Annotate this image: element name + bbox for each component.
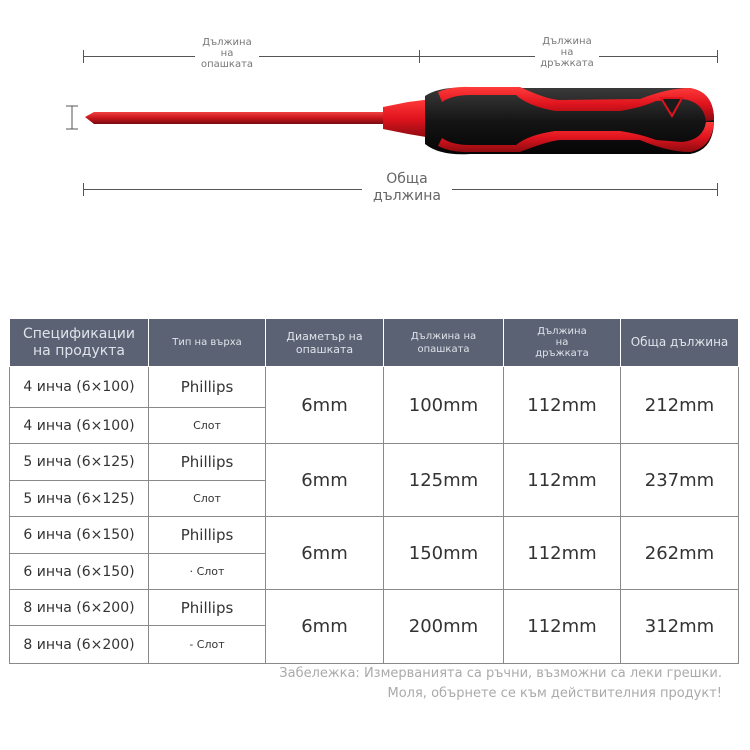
screwdriver-illustration xyxy=(0,60,750,200)
handle-length-cell: 112mm xyxy=(504,517,621,590)
shank-diameter-cell: 6mm xyxy=(266,517,384,590)
shank-length-cell: 100mm xyxy=(384,367,504,444)
shank-length-label: Дължина на опашката xyxy=(195,37,259,70)
total-length-cell: 237mm xyxy=(621,444,739,517)
table-row xyxy=(10,590,739,626)
shank-diameter-cell: 6mm xyxy=(266,444,384,517)
product-spec-cell: 4 инча (6×100) xyxy=(10,367,149,408)
total-length-cell: 212mm xyxy=(621,367,739,444)
tip-type-cell: Слот xyxy=(149,481,266,517)
shank-length-cell: 150mm xyxy=(384,517,504,590)
handle-length-label: Дължина на дръжката xyxy=(535,36,599,69)
total-length-cell: 262mm xyxy=(621,517,739,590)
header-tip-type: Тип на върха xyxy=(149,319,266,367)
measurement-note: Забележка: Измерванията са ръчни, възможни са леки грешки. Моля, обърнете се към действителния продукт! xyxy=(279,666,722,701)
header-shank-diameter: Диаметър на опашката xyxy=(266,319,384,367)
header-total-length: Обща дължина xyxy=(621,319,739,367)
product-spec-cell: 5 инча (6×125) xyxy=(10,444,149,481)
header-handle-length: Дължина на дръжката xyxy=(504,319,621,367)
tip-type-cell: Phillips xyxy=(149,517,266,554)
header-shank-length: Дължина на опашката xyxy=(384,319,504,367)
header-product-spec: Спецификации на продукта xyxy=(10,319,149,367)
specification-table xyxy=(9,318,739,664)
handle-length-cell: 112mm xyxy=(504,590,621,664)
tip-type-cell: · Слот xyxy=(149,554,266,590)
total-length-cell: 312mm xyxy=(621,590,739,664)
table-row xyxy=(10,444,739,481)
tip-type-cell: - Слот xyxy=(149,626,266,664)
product-spec-cell: 8 инча (6×200) xyxy=(10,590,149,626)
shank-length-cell: 125mm xyxy=(384,444,504,517)
product-spec-cell: 4 инча (6×100) xyxy=(10,408,149,444)
diameter-marker xyxy=(66,106,78,129)
shank-diameter-cell: 6mm xyxy=(266,590,384,664)
shank-diameter-cell: 6mm xyxy=(266,367,384,444)
product-spec-cell: 5 инча (6×125) xyxy=(10,481,149,517)
tip-type-cell: Phillips xyxy=(149,590,266,626)
table-row xyxy=(10,367,739,408)
handle-length-cell: 112mm xyxy=(504,367,621,444)
product-spec-cell: 8 инча (6×200) xyxy=(10,626,149,664)
product-spec-cell: 6 инча (6×150) xyxy=(10,517,149,554)
shank-length-cell: 200mm xyxy=(384,590,504,664)
tip-type-cell: Слот xyxy=(149,408,266,444)
handle-length-cell: 112mm xyxy=(504,444,621,517)
table-header-row xyxy=(10,319,739,367)
table-row xyxy=(10,517,739,554)
tip-type-cell: Phillips xyxy=(149,444,266,481)
tip-type-cell: Phillips xyxy=(149,367,266,408)
total-length-label: Обща дължина xyxy=(362,171,452,205)
product-spec-cell: 6 инча (6×150) xyxy=(10,554,149,590)
